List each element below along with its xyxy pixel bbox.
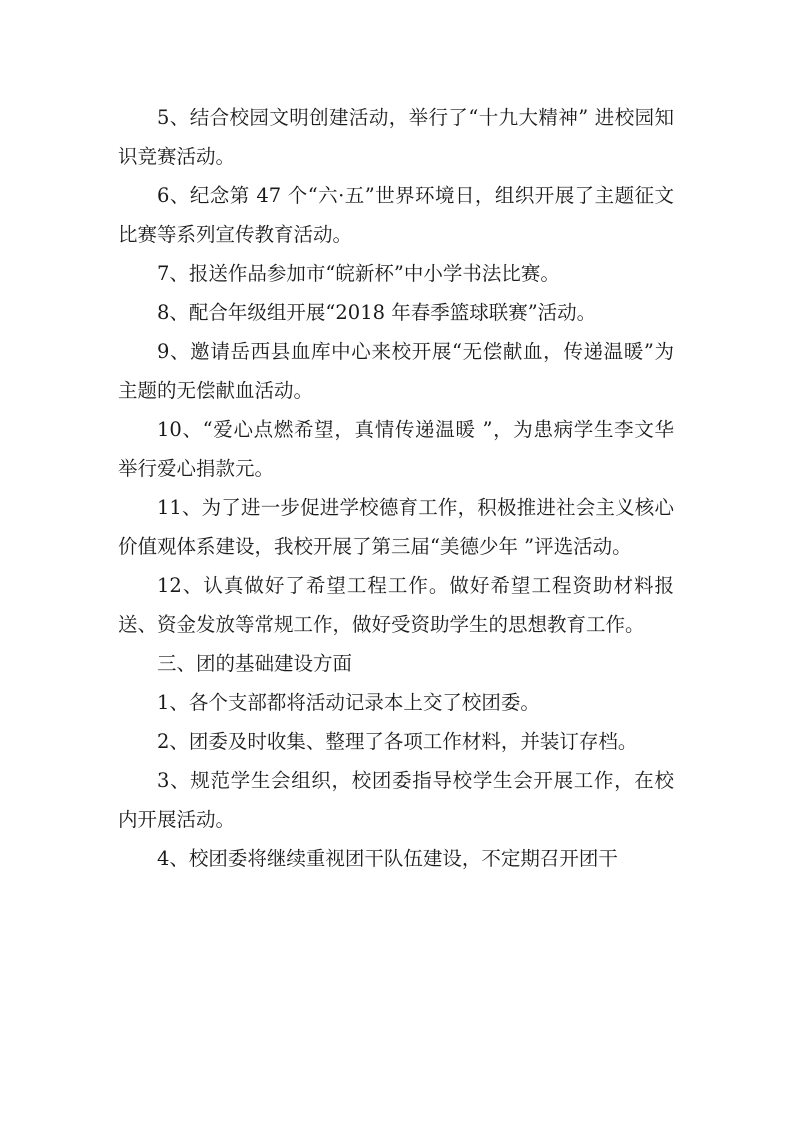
paragraph-item-3: 3、规范学生会组织，校团委指导校学生会开展工作，在校内开展活动。 — [118, 769, 674, 831]
paragraph-item-5: 5、结合校园文明创建活动，举行了“十九大精神” 进校园知识竞赛活动。 — [118, 106, 674, 168]
paragraph-item-9: 9、邀请岳西县血库中心来校开展“无偿献血，传递温暖”为主题的无偿献血活动。 — [118, 340, 674, 402]
section-heading: 三、团的基础建设方面 — [157, 652, 353, 675]
paragraph-item-8: 8、配合年级组开展“2018 年春季篮球联赛”活动。 — [157, 301, 597, 324]
paragraph-item-11: 11、为了进一步促进学校德育工作，积极推进社会主义核心价值观体系建设，我校开展了第三届“美德少年 ”评选活动。 — [118, 496, 674, 558]
paragraph-item-2: 2、团委及时收集、整理了各项工作材料，并装订存档。 — [157, 730, 638, 753]
paragraph-item-1: 1、各个支部都将活动记录本上交了校团委。 — [157, 691, 540, 714]
document-body — [118, 98, 674, 878]
paragraph-item-10: 10、“爱心点燃希望，真情传递温暖 ”，为患病学生李文华举行爱心捐款元。 — [118, 418, 674, 480]
paragraph-item-12: 12、认真做好了希望工程工作。做好希望工程资助材料报送、资金发放等常规工作，做好受资助学生的思想教育工作。 — [118, 574, 674, 636]
paragraph-item-6: 6、纪念第 47 个“六·五”世界环境日，组织开展了主题征文比赛等系列宣传教育活动。 — [118, 184, 674, 246]
paragraph-item-4: 4、校团委将继续重视团干队伍建设，不定期召开团干 — [157, 847, 618, 870]
paragraph-item-7: 7、报送作品参加市“皖新杯”中小学书法比赛。 — [157, 262, 560, 285]
